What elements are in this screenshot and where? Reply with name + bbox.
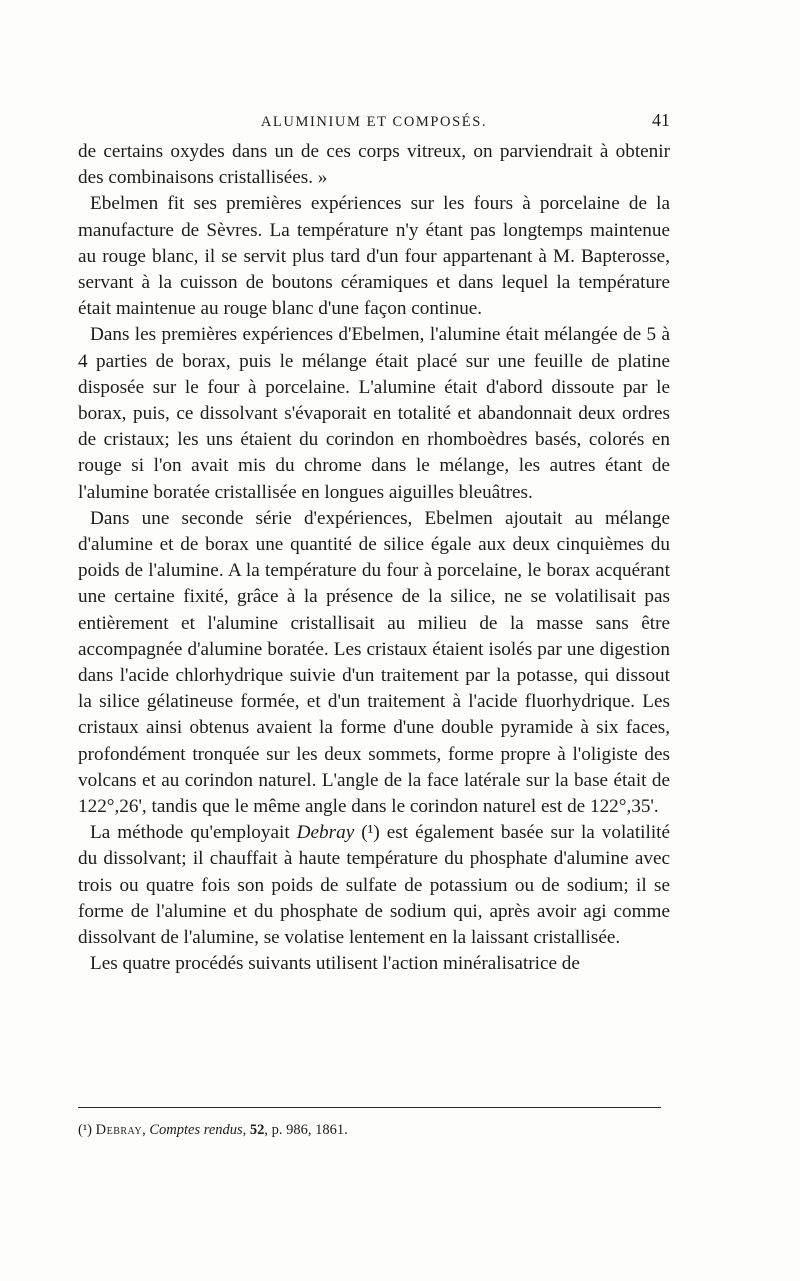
- footnote-marker: (¹): [78, 1122, 93, 1138]
- footnote: (¹) Debray, Comptes rendus, 52, p. 986, 1861.: [78, 1122, 348, 1138]
- paragraph-5-rest: est également basée sur la volatilité du dissolvant; il chauffait à haute température du phosphate d'alumine avec trois ou quatre fois son poids de sulfate de potassium ou de sodium; il se forme de l'alumine et du phosphate de sodium qui, après avoir agi comme dissolvant de l'alumine, se volatise lentement en la laissant cristallisée.: [78, 822, 670, 949]
- footnote-rule: [78, 1107, 661, 1108]
- footnote-page: p. 986, 1861.: [271, 1122, 348, 1138]
- paragraph-2: Ebelmen fit ses premières expériences sur les fours à porcelaine de la manufacture de Sèvres. La température n'y étant pas longtemps maintenue au rouge blanc, il se servit plus tard d'un four appartenant à M. Bapterosse, servant à la cuisson de boutons céramiques et dans lequel la température était maintenue au rouge blanc d'une façon continue.: [78, 193, 670, 320]
- footnote-volume: 52: [249, 1122, 265, 1138]
- paragraph-5-start: La méthode qu'employait: [90, 822, 297, 844]
- page-number: 41: [652, 110, 670, 130]
- paragraph-3: Dans les premières expériences d'Ebelmen, l'alumine était mélangée de 5 à 4 parties de borax, puis le mélange était placé sur une feuille de platine disposée sur le four à porcelaine. L'alumine était d'abord dissoute par le borax, puis, ce dissolvant s'évaporait en totalité et abandonnait deux ordres de cristaux; les uns étaient du corindon en rhomboèdres basés, colorés en rouge si l'on avait mis du chrome dans le mélange, les autres étant de l'alumine boratée cristallisée en longues aiguilles bleuâtres.: [78, 324, 670, 503]
- footnote-source: Comptes rendus: [149, 1122, 243, 1138]
- body-text: [78, 139, 670, 978]
- paragraph-4: Dans une seconde série d'expériences, Ebelmen ajoutait au mélange d'alumine et de borax une quantité de silice égale aux deux cinquièmes du poids de l'alumine. A la température du four à porcelaine, le borax acquérant une certaine fixité, grâce à la présence de la silice, ne se volatilisait pas entièrement et l'alumine cristallisait au milieu de la masse sans être accompagnée d'alumine boratée. Les cristaux étaient isolés par une digestion dans l'acide chlorhydrique suivie d'un traitement par la potasse, qui dissout la silice gélatineuse formée, et d'un traitement à l'acide fluorhydrique. Les cristaux ainsi obtenus avaient la forme d'une double pyramide à six faces, profondément tronquée sur les deux sommets, forme propre à l'oligiste des volcans et au corindon naturel. L'angle de la face latérale sur la base était de 122°,26', tandis que le même angle dans le corindon naturel est de 122°,35'.: [78, 507, 670, 818]
- debray-name: Debray: [296, 822, 355, 844]
- paragraph-5: [78, 820, 670, 951]
- footnote-reference: (¹): [361, 822, 380, 844]
- paragraph-6: Les quatre procédés suivants utilisent l'action minéralisatrice de: [90, 953, 580, 975]
- paragraph-1: de certains oxydes dans un de ces corps vitreux, on parviendrait à obtenir des combinaisons cristallisées. »: [78, 141, 670, 189]
- running-title: ALUMINIUM ET COMPOSÉS.: [260, 114, 488, 130]
- running-head: [78, 112, 670, 136]
- footnote-author: Debray: [95, 1122, 143, 1138]
